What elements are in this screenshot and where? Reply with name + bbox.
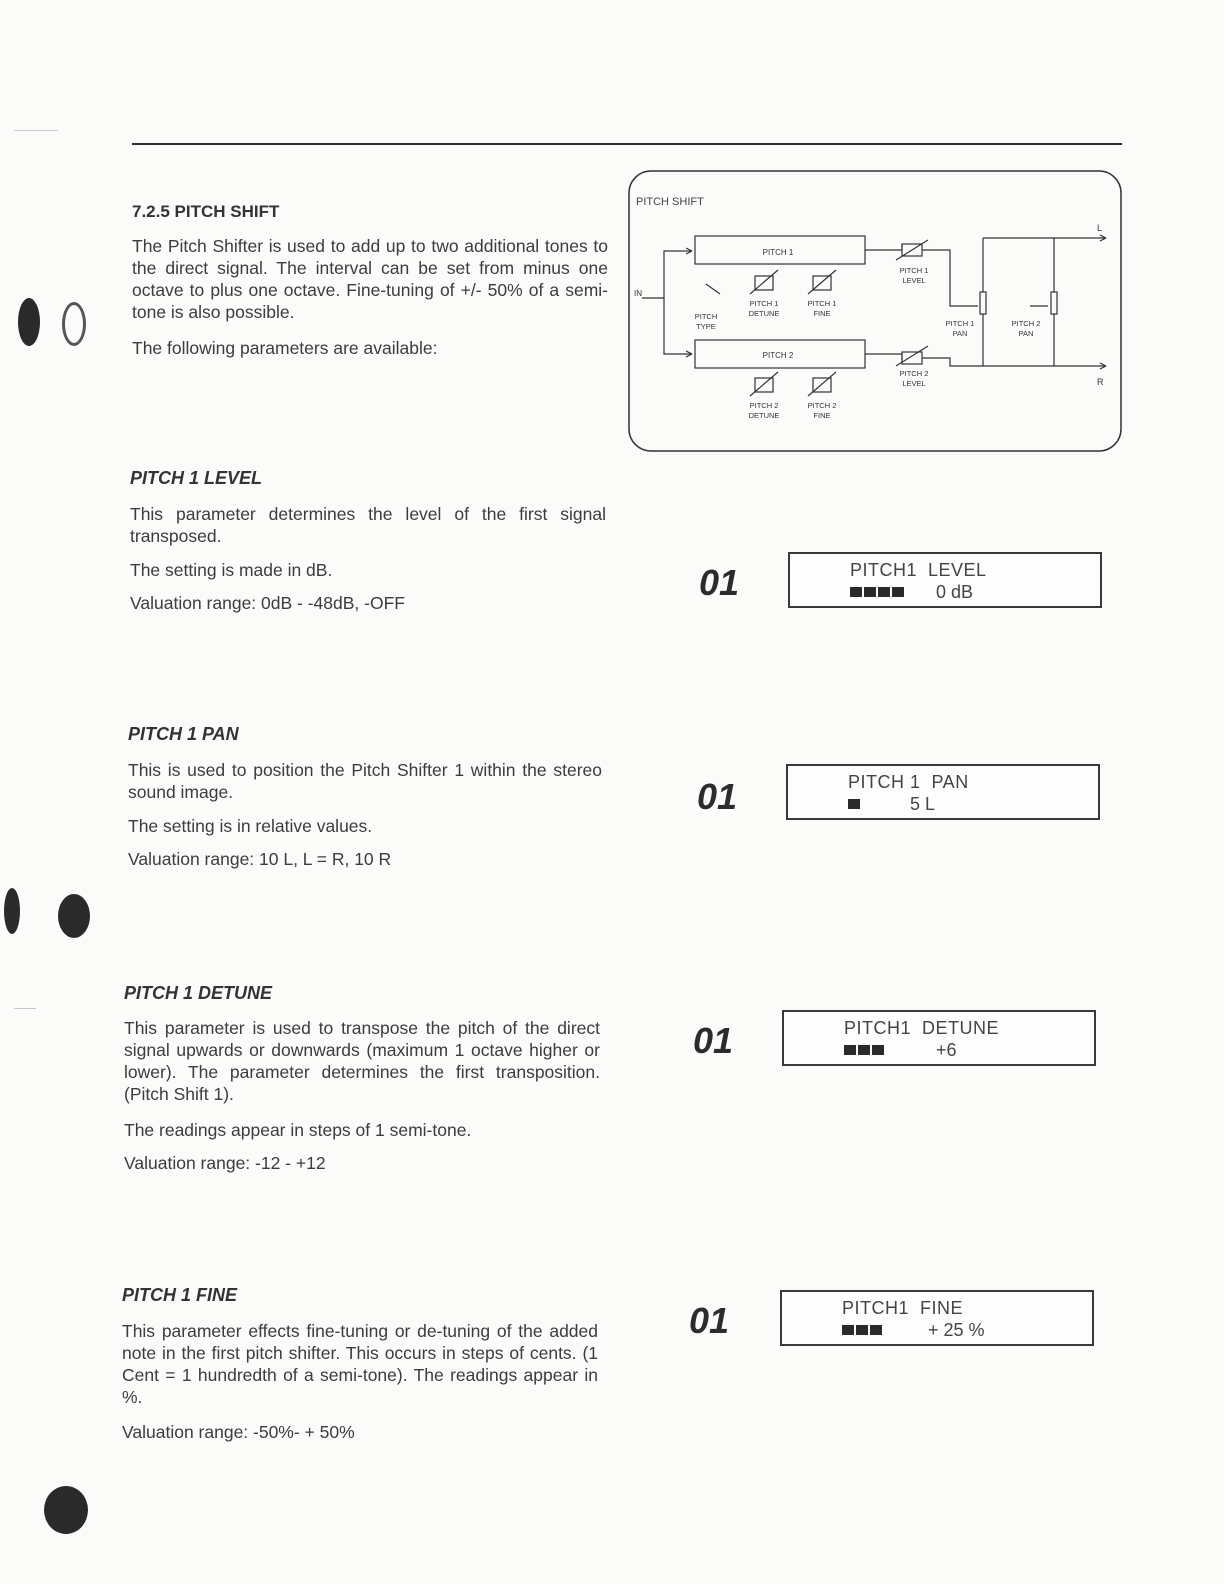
pitch-shift-diagram bbox=[628, 170, 1122, 452]
param-desc: This parameter determines the level of the first signal transposed. bbox=[130, 504, 606, 546]
lcd-line1: PITCH1 LEVEL bbox=[850, 560, 987, 580]
p1-level-label-1: PITCH 1 bbox=[899, 266, 929, 275]
p2-fine-label-2: FINE bbox=[813, 411, 831, 420]
p1-detune-label-2: DETUNE bbox=[748, 309, 780, 318]
scan-edge-mark bbox=[14, 130, 58, 131]
lcd-bar-segment bbox=[872, 1045, 884, 1055]
binder-hole bbox=[18, 298, 40, 346]
p2-fine-label-1: PITCH 2 bbox=[807, 401, 837, 410]
diagram-out-r: R bbox=[1097, 377, 1104, 387]
diagram-title: PITCH SHIFT bbox=[636, 196, 704, 208]
param-note: The setting is made in dB. bbox=[130, 560, 333, 580]
lcd-bar-graph bbox=[850, 587, 906, 597]
display-number: 01 bbox=[688, 1300, 730, 1341]
binder-hole bbox=[62, 302, 86, 346]
lcd-bar-graph bbox=[848, 799, 862, 809]
param-note: The readings appear in steps of 1 semi-tone. bbox=[124, 1120, 472, 1140]
p1-fine-label-1: PITCH 1 bbox=[807, 299, 837, 308]
lcd-bar-graph bbox=[844, 1045, 886, 1055]
p2-level-label-1: PITCH 2 bbox=[899, 369, 929, 378]
param-range: Valuation range: -50%- + 50% bbox=[122, 1422, 355, 1442]
p1-detune-label-1: PITCH 1 bbox=[749, 299, 779, 308]
param-range: Valuation range: 10 L, L = R, 10 R bbox=[128, 849, 392, 869]
params-intro: The following parameters are available: bbox=[132, 338, 438, 358]
p1-level-label-2: LEVEL bbox=[902, 276, 926, 285]
p2-detune-label-2: DETUNE bbox=[748, 411, 780, 420]
pitch-type-label-2: TYPE bbox=[696, 322, 716, 331]
p2-pan-label-2: PAN bbox=[1018, 329, 1034, 338]
p1-pan-label-1: PITCH 1 bbox=[945, 319, 975, 328]
lcd-bar-graph bbox=[842, 1325, 884, 1335]
param-desc: This is used to position the Pitch Shifter 1 within the stereo sound image. bbox=[128, 760, 602, 802]
diagram-in-label: IN bbox=[634, 289, 642, 298]
param-note: The setting is in relative values. bbox=[128, 816, 373, 836]
p2-pan-label-1: PITCH 2 bbox=[1011, 319, 1041, 328]
display-number: 01 bbox=[692, 1020, 734, 1061]
lcd-line1: PITCH1 FINE bbox=[842, 1298, 964, 1318]
lcd-display bbox=[782, 1010, 1096, 1066]
level2-control bbox=[902, 352, 922, 364]
lcd-bar-segment bbox=[892, 587, 904, 597]
binder-hole bbox=[44, 1486, 88, 1534]
lcd-bar-segment bbox=[878, 587, 890, 597]
p1-fine-label-2: FINE bbox=[813, 309, 831, 318]
lcd-value: 0 dB bbox=[936, 582, 974, 602]
lcd-bar-segment bbox=[848, 799, 860, 809]
pan2-control bbox=[1051, 292, 1057, 314]
lcd-line1: PITCH1 DETUNE bbox=[844, 1018, 1000, 1038]
section-intro: The Pitch Shifter is used to add up to two additional tones to the direct signal. The interval can be set from minus one octave to plus one octave. Fine-tuning of +/- 50% of a semi-tone is also possible. bbox=[132, 236, 608, 322]
pitch2-block-label: PITCH 2 bbox=[762, 351, 794, 360]
lcd-display bbox=[786, 764, 1100, 820]
scan-edge-mark bbox=[14, 1008, 36, 1009]
param-title: PITCH 1 PAN bbox=[128, 724, 239, 744]
diagram-out-l: L bbox=[1097, 223, 1103, 233]
param-title: PITCH 1 LEVEL bbox=[130, 468, 263, 488]
p2-level-label-2: LEVEL bbox=[902, 379, 926, 388]
pan1-control bbox=[980, 292, 986, 314]
p1-pan-label-2: PAN bbox=[952, 329, 968, 338]
header-rule bbox=[132, 143, 1122, 145]
param-range: Valuation range: -12 - +12 bbox=[124, 1153, 326, 1173]
binder-hole bbox=[58, 894, 90, 938]
pitch-type-label-1: PITCH bbox=[694, 312, 718, 321]
lcd-display bbox=[780, 1290, 1094, 1346]
lcd-bar-segment bbox=[844, 1045, 856, 1055]
param-title: PITCH 1 FINE bbox=[122, 1285, 238, 1305]
section-heading: 7.2.5 PITCH SHIFT bbox=[132, 202, 280, 221]
lcd-bar-segment bbox=[870, 1325, 882, 1335]
lcd-value: +6 bbox=[936, 1040, 957, 1060]
binder-hole bbox=[4, 888, 20, 934]
lcd-bar-segment bbox=[856, 1325, 868, 1335]
diagram-frame bbox=[629, 171, 1121, 451]
pitch1-block-label: PITCH 1 bbox=[762, 248, 794, 257]
lcd-value: + 25 % bbox=[928, 1320, 985, 1340]
param-range: Valuation range: 0dB - -48dB, -OFF bbox=[130, 593, 405, 613]
lcd-value: 5 L bbox=[910, 794, 936, 814]
display-number: 01 bbox=[698, 562, 740, 603]
param-desc: This parameter effects fine-tuning or de-tuning of the added note in the first pitch shifter. This occurs in steps of cents. (1 Cent = 1 hundredth of a semi-tone). The readings appear in %. bbox=[122, 1321, 598, 1407]
lcd-line1: PITCH 1 PAN bbox=[848, 772, 969, 792]
p2-detune-label-1: PITCH 2 bbox=[749, 401, 779, 410]
param-desc: This parameter is used to transpose the pitch of the direct signal upwards or downwards (maximum 1 octave higher or lower). The parameter determines the first transposition. (Pitch Shift 1). bbox=[124, 1018, 600, 1104]
lcd-bar-segment bbox=[864, 587, 876, 597]
lcd-bar-segment bbox=[842, 1325, 854, 1335]
display-number: 01 bbox=[696, 776, 738, 817]
lcd-bar-segment bbox=[858, 1045, 870, 1055]
param-title: PITCH 1 DETUNE bbox=[124, 983, 273, 1003]
lcd-bar-segment bbox=[850, 587, 862, 597]
lcd-display bbox=[788, 552, 1102, 608]
